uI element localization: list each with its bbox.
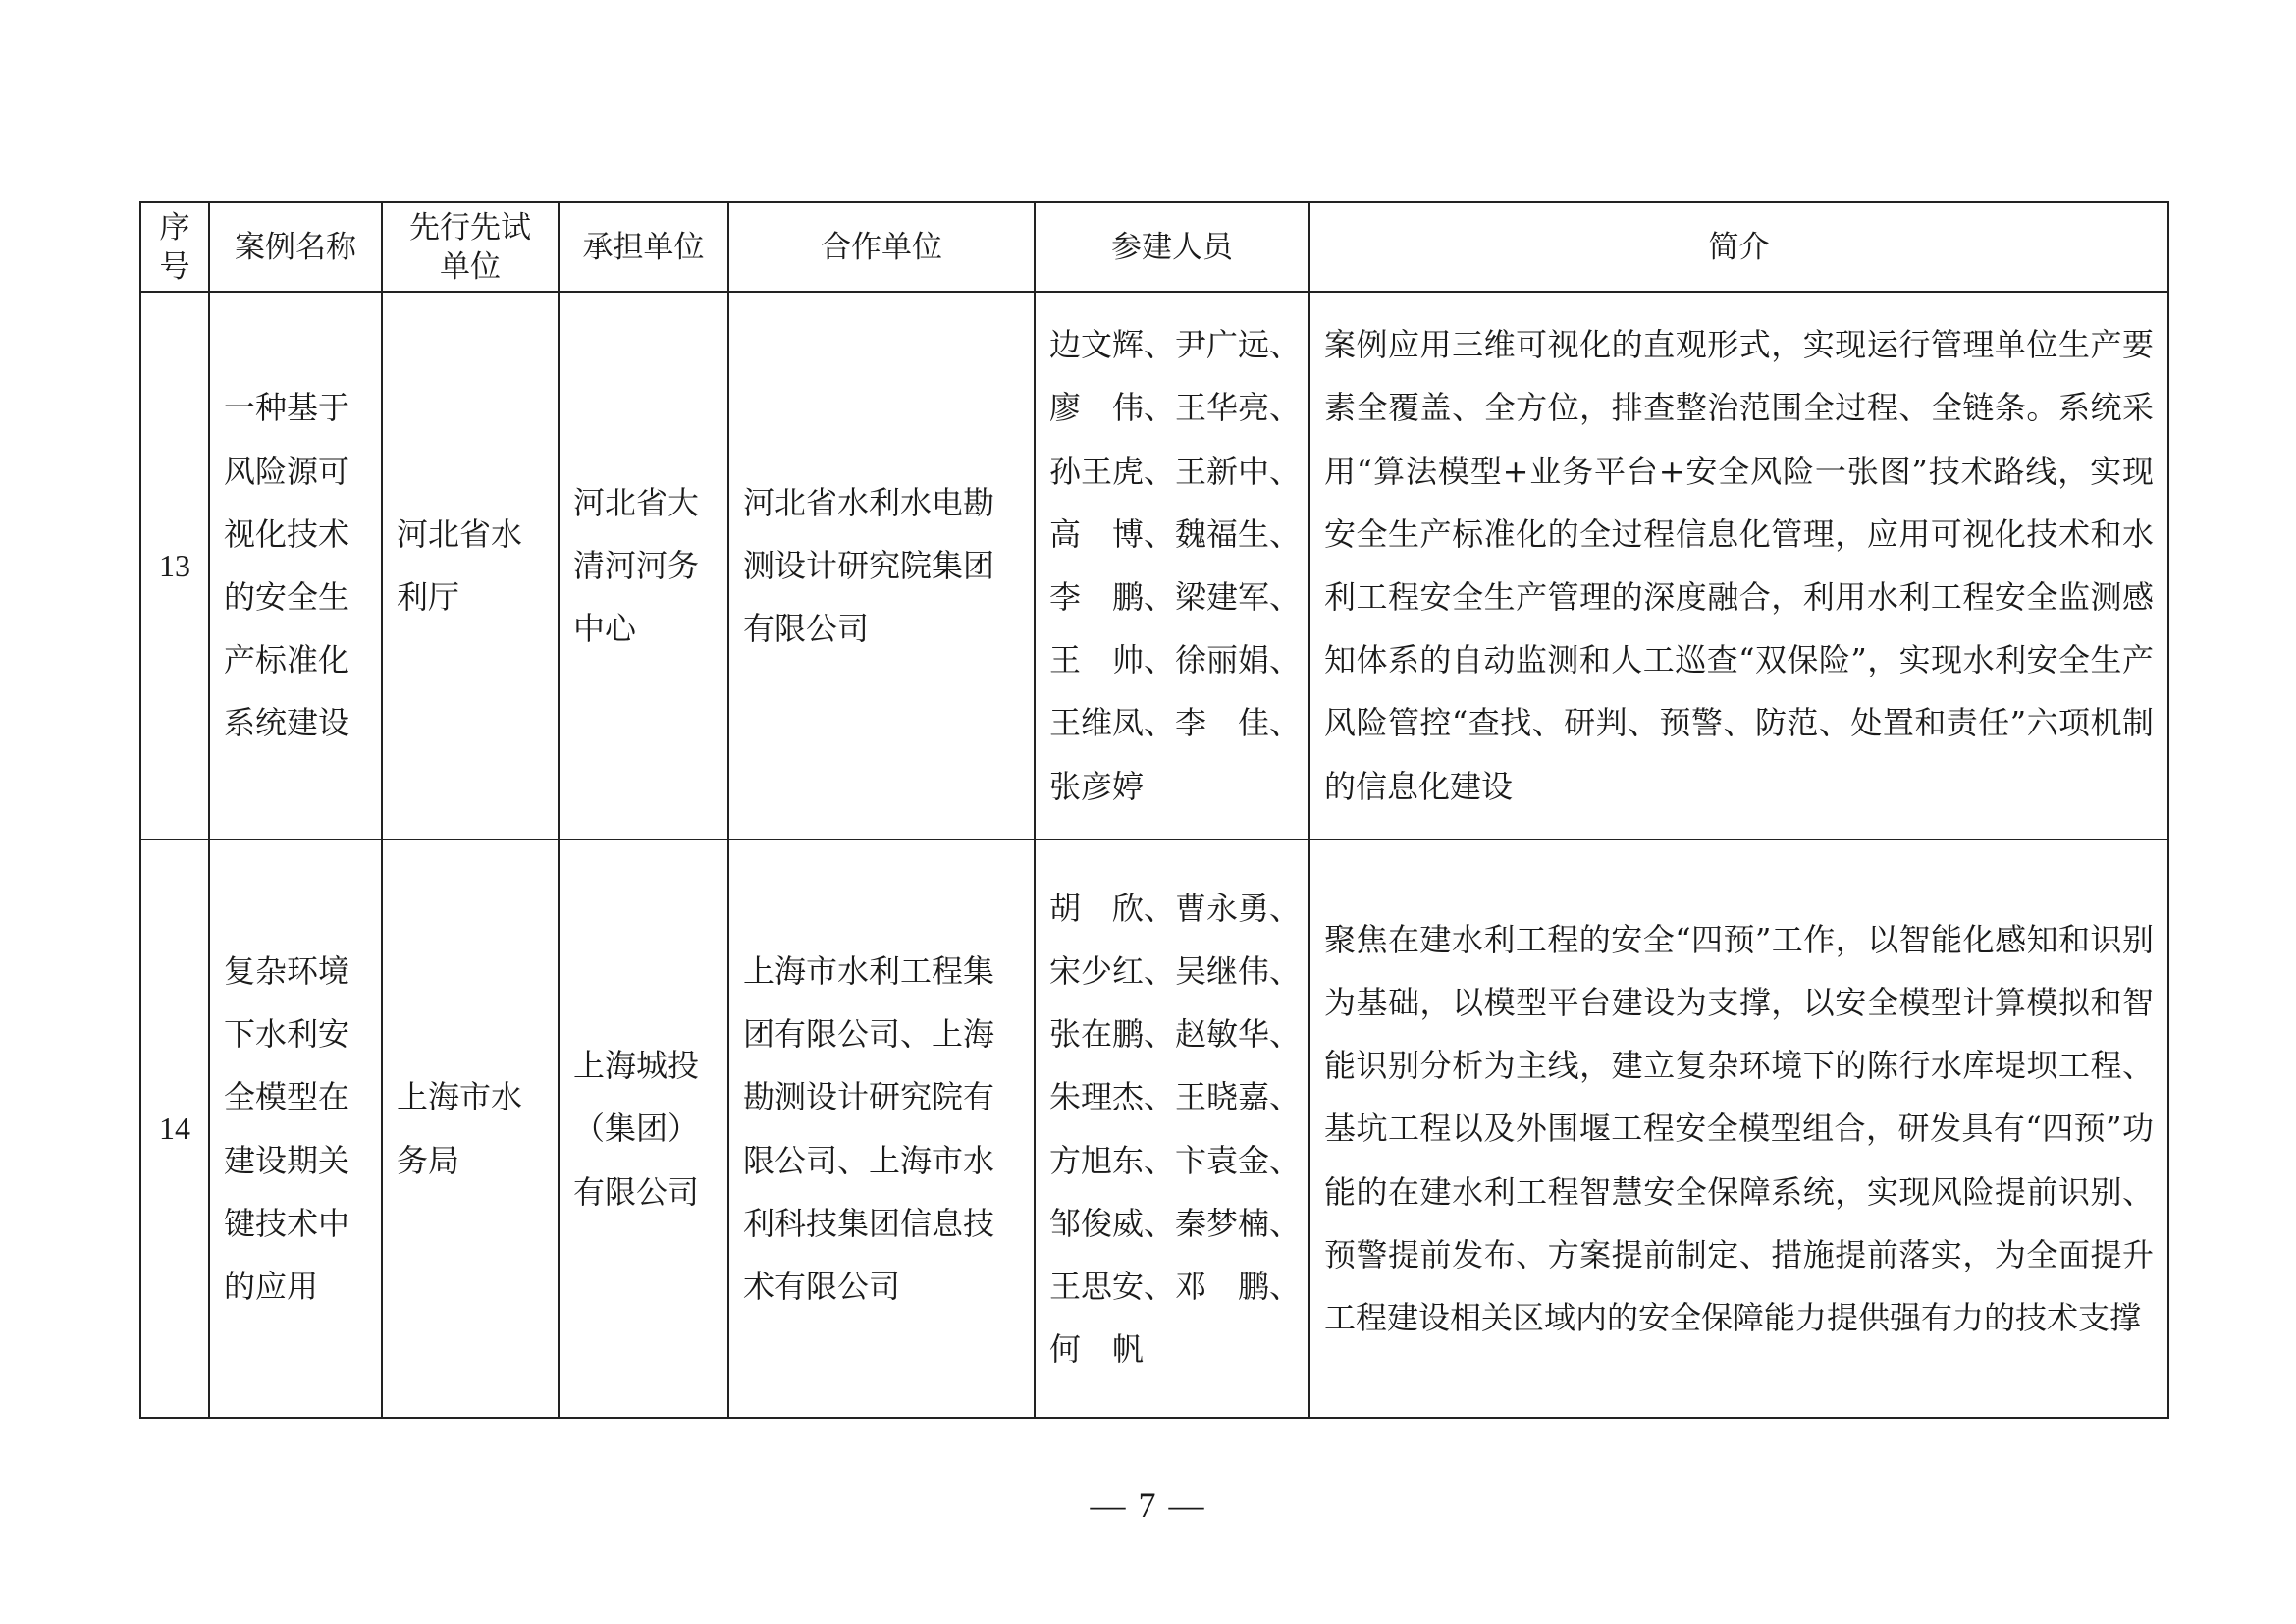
case-name-cell: 一种基于 风险源可 视化技术 的安全生 产标准化 系统建设 — [209, 292, 382, 839]
header-participants: 参建人员 — [1035, 202, 1309, 292]
lead-unit-cell: 河北省大 清河河务 中心 — [559, 292, 728, 839]
row-number: 14 — [140, 839, 209, 1418]
header-partner-unit: 合作单位 — [728, 202, 1035, 292]
pilot-unit-cell: 河北省水 利厅 — [382, 292, 559, 839]
case-table — [139, 201, 2169, 1419]
partner-unit-cell: 河北省水利水电勘 测设计研究院集团 有限公司 — [728, 292, 1035, 839]
case-name-cell: 复杂环境 下水利安 全模型在 建设期关 键技术中 的应用 — [209, 839, 382, 1418]
table-row — [140, 839, 2168, 1418]
participants-cell: 边文辉、尹广远、 廖 伟、王华亮、 孙王虎、王新中、 高 博、魏福生、 李 鹏、梁建军、 王 帅、徐丽娟、 王维凤、李 佳、 张彦婷 — [1035, 292, 1309, 839]
summary-cell: 聚焦在建水利工程的安全“四预”工作，以智能化感知和识别为基础，以模型平台建设为支撑，以安全模型计算模拟和智能识别分析为主线，建立复杂环境下的陈行水库堤坝工程、基坑工程以及外围堰工程安全模型组合，研发具有“四预”功能的在建水利工程智慧安全保障系统，实现风险提前识别、预警提前发布、方案提前制定、措施提前落实，为全面提升工程建设相关区域内的安全保障能力提供强有力的技术支撑 — [1309, 839, 2168, 1418]
page-number: — 7 — — [1090, 1486, 1206, 1525]
header-case-name: 案例名称 — [209, 202, 382, 292]
header-lead-unit: 承担单位 — [559, 202, 728, 292]
lead-unit-cell: 上海城投 （集团） 有限公司 — [559, 839, 728, 1418]
row-number: 13 — [140, 292, 209, 839]
header-no: 序 号 — [140, 202, 209, 292]
header-row — [140, 202, 2168, 292]
header-summary: 简介 — [1309, 202, 2168, 292]
partner-unit-cell: 上海市水利工程集 团有限公司、上海 勘测设计研究院有 限公司、上海市水 利科技集团信息技 术有限公司 — [728, 839, 1035, 1418]
participants-cell: 胡 欣、曹永勇、 宋少红、吴继伟、 张在鹏、赵敏华、 朱理杰、王晓嘉、 方旭东、卞袁金、 邹俊威、秦梦楠、 王思安、邓 鹏、 何 帆 — [1035, 839, 1309, 1418]
pilot-unit-cell: 上海市水 务局 — [382, 839, 559, 1418]
header-pilot-unit: 先行先试 单位 — [382, 202, 559, 292]
summary-cell: 案例应用三维可视化的直观形式，实现运行管理单位生产要素全覆盖、全方位，排查整治范围全过程、全链条。系统采用“算法模型+业务平台+安全风险一张图”技术路线，实现安全生产标准化的全过程信息化管理，应用可视化技术和水利工程安全生产管理的深度融合，利用水利工程安全监测感知体系的自动监测和人工巡查“双保险”，实现水利安全生产风险管控“查找、研判、预警、防范、处置和责任”六项机制的信息化建设 — [1309, 292, 2168, 839]
table-row — [140, 292, 2168, 839]
